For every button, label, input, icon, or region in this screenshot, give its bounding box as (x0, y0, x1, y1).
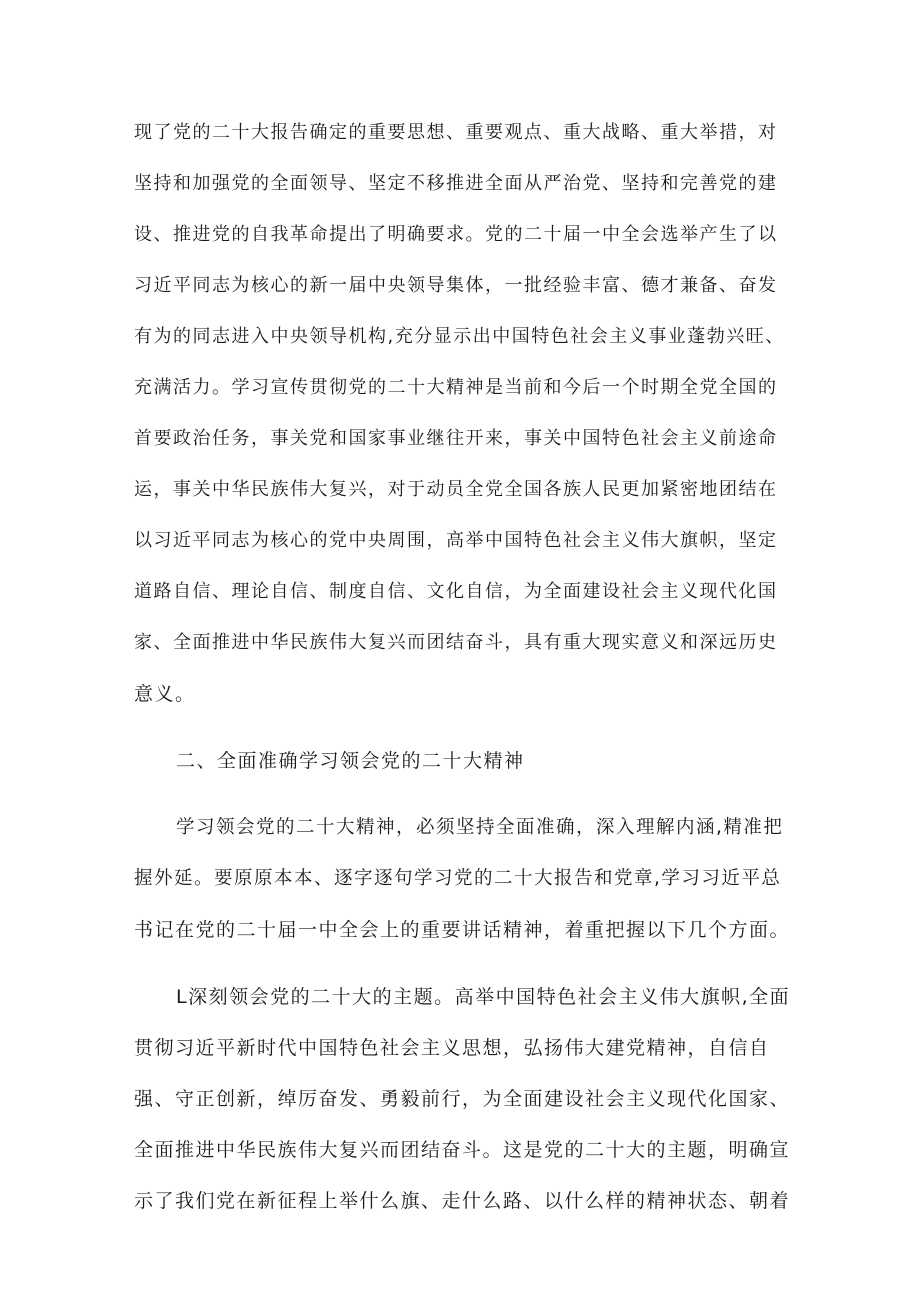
section-heading: 二、全面准确学习领会党的二十大精神 (176, 750, 525, 772)
paragraph-line: 首要政治任务，事关党和国家事业继往开来，事关中国特色社会主义前途命 (134, 428, 778, 449)
paragraph-line: 意义。 (134, 683, 196, 705)
paragraph-line: 运，事关中华民族伟大复兴，对于动员全党全国各族人民更加紧密地团结在 (134, 479, 778, 500)
paragraph-line: 有为的同志进入中央领导机构,充分显示出中国特色社会主义事业蓬勃兴旺、 (134, 326, 785, 347)
paragraph-line: 习近平同志为核心的新一届中央领导集体，一批经验丰富、德才兼备、奋发 (134, 275, 778, 296)
paragraph-line: 家、全面推进中华民族伟大复兴而团结奋斗，具有重大现实意义和深远历史 (134, 632, 778, 653)
paragraph-line: 全面推进中华民族伟大复兴而团结奋斗。这是党的二十大的主题，明确宣 (134, 1139, 791, 1161)
paragraph-line: 以习近平同志为核心的党中央周围，高举中国特色社会主义伟大旗帜，坚定 (134, 530, 778, 551)
paragraph-line: 学习领会党的二十大精神，必须坚持全面准确，深入理解内涵,精准把 (176, 817, 784, 838)
paragraph-line: 现了党的二十大报告确定的重要思想、重要观点、重大战略、重大举措，对 (134, 122, 778, 143)
paragraph-line: 坚持和加强党的全面领导、坚定不移推进全面从严治党、坚持和完善党的建 (134, 173, 778, 194)
paragraph-line: 示了我们党在新征程上举什么旗、走什么路、以什么样的精神状态、朝着 (134, 1190, 791, 1212)
paragraph-line: 道路自信、理论自信、制度自信、文化自信，为全面建设社会主义现代化国 (134, 581, 778, 602)
paragraph-line: 握外延。要原原本本、逐字逐句学习党的二十大报告和党章,学习习近平总 (134, 868, 782, 889)
paragraph-line: 设、推进党的自我革命提出了明确要求。党的二十届一中全会选举产生了以 (134, 224, 778, 245)
paragraph-line: 贯彻习近平新时代中国特色社会主义思想，弘扬伟大建党精神，自信自 (134, 1037, 770, 1059)
paragraph-line: 强、守正创新，绰厉奋发、勇毅前行，为全面建设社会主义现代化国家、 (134, 1088, 791, 1110)
paragraph-line: 书记在党的二十届一中全会上的重要讲话精神，着重把握以下几个方面。 (134, 919, 791, 941)
paragraph-line: 充满活力。学习宣传贯彻党的二十大精神是当前和今后一个时期全党全国的 (134, 377, 778, 398)
paragraph-line: L深刻领会党的二十大的主题。高举中国特色社会主义伟大旗帜,全面 (176, 986, 791, 1008)
